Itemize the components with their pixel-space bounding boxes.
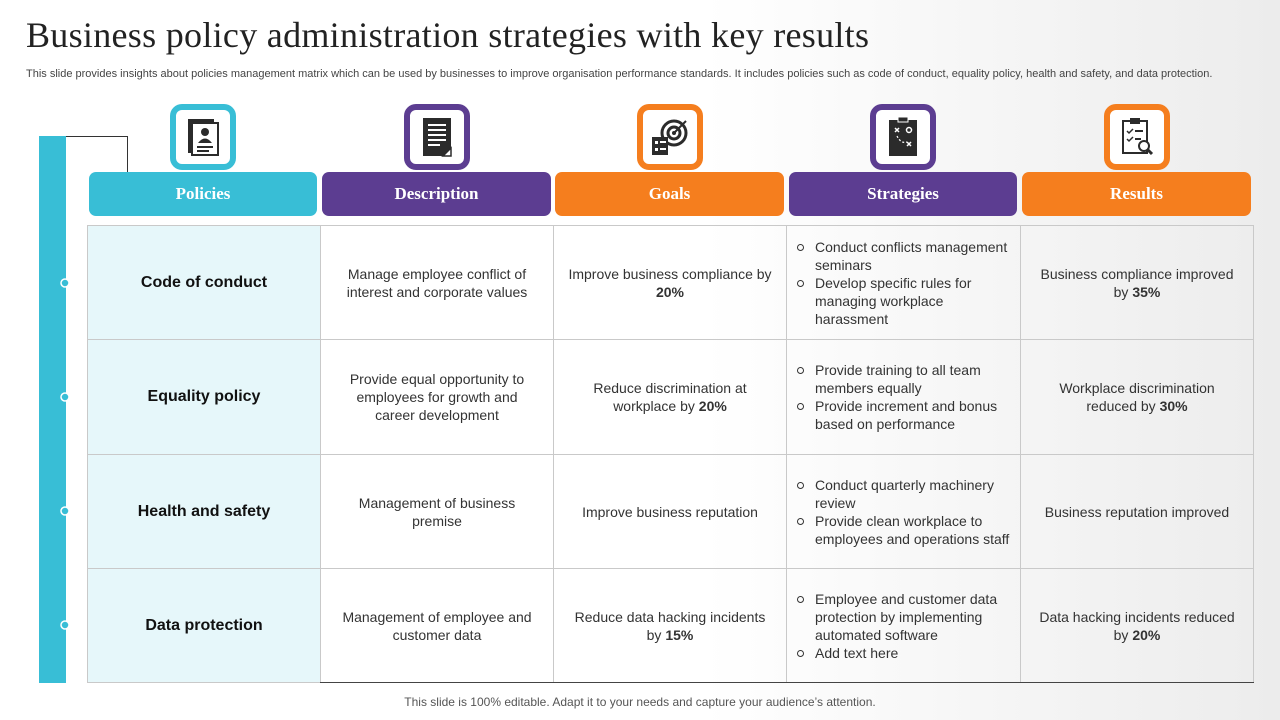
strategy-item: Conduct conflicts management seminars xyxy=(797,238,1012,274)
footer-note: This slide is 100% editable. Adapt it to your needs and capture your audience’s attention. xyxy=(404,695,876,709)
table-row-strategies xyxy=(787,455,1021,569)
table-row-policy: Equality policy xyxy=(88,340,321,455)
row-marker-icon xyxy=(59,505,79,517)
id-card-icon xyxy=(186,117,220,157)
table-row-goal xyxy=(554,569,787,683)
header-goals: Goals xyxy=(555,172,784,216)
strategy-item: Provide increment and bonus based on performance xyxy=(797,397,1012,433)
goal-value: 15% xyxy=(665,626,694,643)
document-icon xyxy=(421,116,453,158)
header-description: Description xyxy=(322,172,551,216)
strategy-item: Provide clean workplace to employees and operations staff xyxy=(797,512,1012,548)
strategy-item: Provide training to all team members equally xyxy=(797,361,1012,397)
goal-value: 20% xyxy=(698,398,727,414)
table-row-goal xyxy=(554,455,787,569)
checklist-icon xyxy=(1120,117,1154,157)
strategy-list xyxy=(797,361,1012,433)
description-text: Manage employee conflict of interest and corporate values xyxy=(346,265,528,300)
row-marker-icon xyxy=(59,391,79,403)
description-text: Provide equal opportunity to employees for growth and career development xyxy=(349,371,525,423)
result-text: Business compliance improved by xyxy=(1040,265,1234,300)
page-subtitle: This slide provides insights about policies management matrix which can be used by businesses to improve organisation performance standards. It includes policies such as code of conduct, equality policy, health and safety, and data protection. xyxy=(26,68,1213,80)
strategy-item: Conduct quarterly machinery review xyxy=(797,476,1012,512)
description-icon-box xyxy=(404,104,470,170)
table-row-policy: Data protection xyxy=(88,569,321,683)
strategies-icon-box xyxy=(870,104,936,170)
result-value: 30% xyxy=(1159,398,1188,414)
table-row-result xyxy=(1021,226,1254,340)
table-row-strategies xyxy=(787,340,1021,455)
result-text: Business reputation improved xyxy=(1044,503,1230,520)
connector-line xyxy=(66,136,128,172)
table-bottom-line xyxy=(320,682,1254,683)
result-value: 35% xyxy=(1132,283,1161,300)
row-marker-icon xyxy=(59,277,79,289)
table-row-policy: Health and safety xyxy=(88,455,321,569)
policies-icon-box xyxy=(170,104,236,170)
strategy-list xyxy=(797,476,1012,548)
table-row-strategies xyxy=(787,226,1021,340)
table-row-policy: Code of conduct xyxy=(88,226,321,340)
target-icon xyxy=(650,117,690,157)
strategy-item: Add text here xyxy=(797,644,1012,662)
table-row-description xyxy=(321,455,554,569)
table-row-result xyxy=(1021,455,1254,569)
timeline-bar xyxy=(39,136,66,683)
result-text: Data hacking incidents reduced by xyxy=(1039,608,1235,643)
result-value: 20% xyxy=(1132,626,1161,643)
strategy-list xyxy=(797,590,1012,662)
table-row-description xyxy=(321,226,554,340)
header-strategies: Strategies xyxy=(789,172,1017,216)
strategy-list xyxy=(797,238,1012,328)
goal-text: Improve business reputation xyxy=(582,503,758,520)
results-icon-box xyxy=(1104,104,1170,170)
table-row-strategies xyxy=(787,569,1021,683)
strategy-board-icon xyxy=(887,116,919,158)
goal-text: Reduce discrimination at workplace by xyxy=(593,380,747,414)
goal-value: 20% xyxy=(655,283,685,300)
table-row-result xyxy=(1021,340,1254,455)
table-row-result xyxy=(1021,569,1254,683)
table-row-goal xyxy=(554,340,787,455)
header-policies: Policies xyxy=(89,172,317,216)
goal-text: Reduce data hacking incidents by xyxy=(574,608,766,643)
goal-text: Improve business compliance by xyxy=(568,265,772,282)
strategy-item: Develop specific rules for managing workplace harassment xyxy=(797,274,1012,328)
table-row-goal xyxy=(554,226,787,340)
result-text: Workplace discrimination reduced by xyxy=(1059,380,1215,414)
table-row-description xyxy=(321,569,554,683)
description-text: Management of employee and customer data xyxy=(342,608,532,643)
page-title: Business policy administration strategies with key results xyxy=(26,15,870,55)
description-text: Management of business premise xyxy=(358,494,516,529)
row-marker-icon xyxy=(59,619,79,631)
table-row-description xyxy=(321,340,554,455)
goals-icon-box xyxy=(637,104,703,170)
strategy-item: Employee and customer data protection by implementing automated software xyxy=(797,590,1012,644)
header-results: Results xyxy=(1022,172,1251,216)
